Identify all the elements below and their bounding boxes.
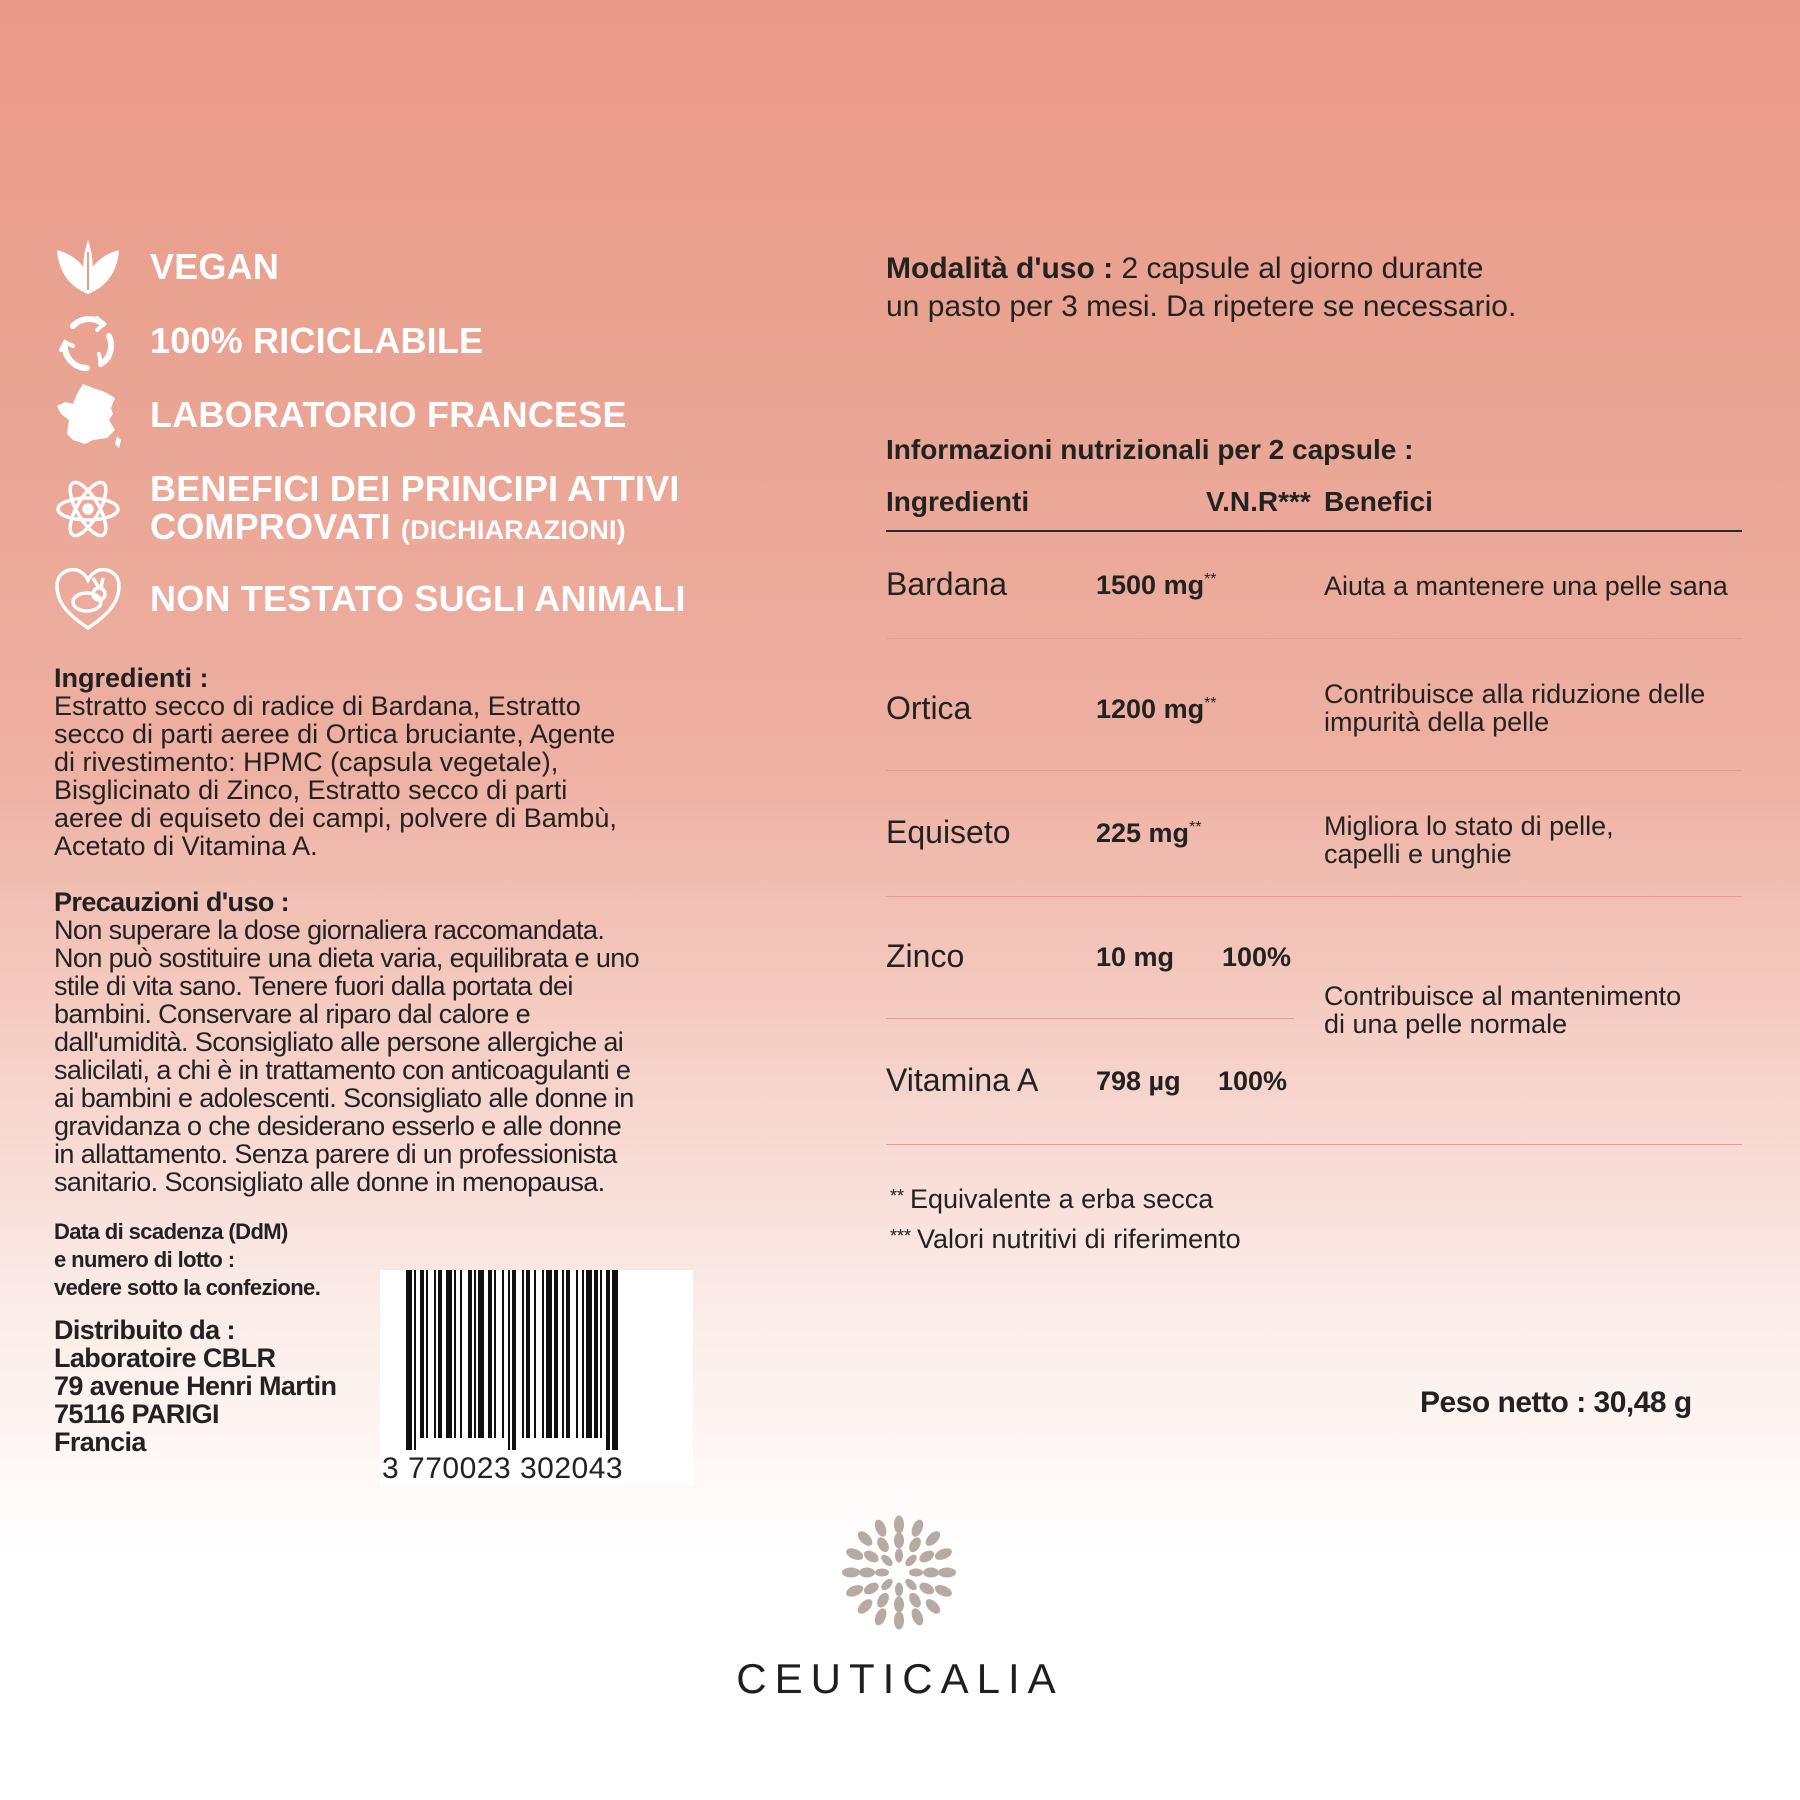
expiry-note [54, 1218, 374, 1302]
row-dose: 1500 mg** [1096, 570, 1217, 600]
ingredients-line: di rivestimento: HPMC (capsula vegetale), [54, 747, 559, 777]
logo-petal [903, 1577, 919, 1593]
barcode-bar [420, 1270, 424, 1438]
expiry-line: Data di scadenza (DdM) [54, 1219, 288, 1244]
badge-label-note: (DICHIARAZIONI) [400, 515, 626, 545]
badge-label-line1: BENEFICI DEI PRINCIPI ATTIVI [150, 468, 680, 509]
usage-text: 2 capsule al giorno durante [1113, 252, 1484, 285]
row-ingredient-equiseto: Equiseto [886, 814, 1011, 850]
barcode-bar [414, 1270, 416, 1450]
precautions-line: in allattamento. Senza parere di un professionista [54, 1139, 617, 1169]
barcode-bar [534, 1270, 536, 1438]
precautions-line: gravidanza o che desiderano esserlo e alle donne [54, 1111, 622, 1141]
footnote: *** Valori nutritivi di riferimento [890, 1224, 1241, 1254]
logo-petal [875, 1591, 892, 1610]
precautions-section [54, 888, 694, 1196]
precautions-line: salicilati, a chi è in trattamento con anticoagulanti e [54, 1055, 631, 1085]
badge-label: NON TESTATO SUGLI ANIMALI [150, 578, 686, 619]
logo-petal [873, 1518, 889, 1538]
badge-label: 100% RICICLABILE [150, 320, 484, 361]
logo-petal [844, 1583, 864, 1599]
logo-petal [844, 1546, 864, 1562]
badge-french-lab [48, 380, 627, 450]
row-divider [886, 896, 1742, 897]
column-header-benefits: Benefici [1324, 486, 1433, 517]
logo-petal [879, 1553, 895, 1569]
logo-petal [909, 1518, 925, 1538]
barcode-bar [478, 1270, 484, 1438]
precautions-line: Non può sostituire una dieta varia, equilibrata e uno [54, 943, 640, 973]
row-divider [886, 770, 1742, 771]
leaf-icon [48, 232, 128, 302]
barcode-bar [562, 1270, 564, 1438]
logo-petal [894, 1597, 904, 1613]
barcode-number: 3 770023 302043 [382, 1452, 624, 1485]
recycle-icon [48, 306, 128, 376]
badge-recyclable [48, 306, 484, 376]
logo-petal [895, 1583, 903, 1597]
badge-label [150, 470, 680, 549]
row-ingredient-vitamina-a: Vitamina A [886, 1062, 1039, 1098]
barcode-bar [468, 1270, 472, 1438]
barcode-bar [508, 1270, 510, 1450]
logo-petal [873, 1607, 889, 1627]
barcode-bar [446, 1270, 452, 1438]
precautions-heading: Precauzioni d'uso : [54, 887, 290, 917]
net-weight: Peso netto : 30,48 g [1420, 1386, 1692, 1419]
column-header-vnr: V.N.R*** [1206, 486, 1311, 517]
ingredients-line: secco di parti aeree di Ortica bruciante, Agente [54, 719, 616, 749]
logo-petal [917, 1580, 936, 1597]
distributor-line: 75116 PARIGI [54, 1399, 219, 1429]
barcode-bar [426, 1270, 428, 1438]
precautions-line: dall'umidità. Sconsigliato alle persone allergiche ai [54, 1027, 624, 1057]
column-header-ingredient: Ingredienti [886, 486, 1030, 517]
row-ingredient-zinco: Zinco [886, 938, 965, 974]
badge-label: LABORATORIO FRANCESE [150, 394, 627, 435]
usage-instructions [886, 250, 1786, 326]
ingredients-line: Bisglicinato di Zinco, Estratto secco di parti [54, 775, 568, 805]
barcode-bar [502, 1270, 504, 1438]
logo-petal [862, 1580, 881, 1597]
barcode-bar [612, 1270, 618, 1450]
atom-icon [48, 474, 128, 544]
logo-petal [879, 1577, 895, 1593]
rabbit-heart-icon [48, 564, 128, 634]
distributor-line: Laboratoire CBLR [54, 1343, 276, 1373]
barcode-bar [594, 1270, 598, 1438]
logo-petal [923, 1597, 943, 1617]
badge-label: VEGAN [150, 246, 280, 287]
row-vnr: 100% [1218, 1066, 1288, 1096]
precautions-line: stile di vita sano. Tenere fuori dalla portata dei [54, 971, 573, 1001]
logo-petal [894, 1612, 904, 1630]
row-dose: 225 mg** [1096, 818, 1202, 848]
logo-petal [923, 1568, 939, 1578]
row-ingredient-bardana: Bardana [886, 566, 1007, 602]
logo-petal [859, 1568, 875, 1578]
logo-petal [855, 1529, 875, 1549]
logo-petal [933, 1583, 953, 1599]
barcode-bar [546, 1270, 552, 1438]
row-vnr: 100% [1222, 942, 1292, 972]
nutrition-title: Informazioni nutrizionali per 2 capsule : [886, 434, 1414, 465]
ingredients-line: Acetato di Vitamina A. [54, 831, 318, 861]
barcode-bar [406, 1270, 412, 1450]
ingredients-section [54, 664, 694, 860]
row-divider [886, 638, 1742, 639]
barcode-bar [582, 1270, 584, 1438]
table-header-rule [886, 530, 1742, 532]
footnote: ** Equivalente a erba secca [890, 1184, 1214, 1214]
row-dose: 1200 mg** [1096, 694, 1217, 724]
usage-text: un pasto per 3 mesi. Da ripetere se necessario. [886, 290, 1517, 323]
precautions-line: sanitario. Sconsigliato alle donne in menopausa. [54, 1167, 605, 1197]
logo-petal [917, 1548, 936, 1565]
barcode-bar [542, 1270, 544, 1438]
barcode [380, 1270, 693, 1485]
row-dose: 10 mg [1096, 942, 1175, 972]
logo-petal [842, 1568, 860, 1578]
row-ingredient-ortica: Ortica [886, 690, 972, 726]
logo-petal [895, 1549, 903, 1563]
france-map-icon [48, 380, 128, 450]
barcode-bar [566, 1270, 570, 1438]
barcode-bar [586, 1270, 592, 1438]
distributor-block [54, 1316, 374, 1456]
logo-petal [894, 1533, 904, 1549]
barcode-bars [402, 1270, 672, 1450]
logo-petal [933, 1546, 953, 1562]
barcode-bar [576, 1270, 578, 1438]
barcode-bar [454, 1270, 456, 1438]
barcode-bar [554, 1270, 558, 1438]
distributor-line: Francia [54, 1427, 146, 1457]
badge-vegan [48, 232, 280, 302]
expiry-line: e numero di lotto : [54, 1247, 235, 1272]
row-benefit: Aiuta a mantenere una pelle sana [1324, 571, 1728, 601]
logo-petal [875, 1569, 889, 1577]
badge-cruelty-free [48, 564, 686, 634]
shared-benefit: Contribuisce al mantenimento di una pelle normale [1324, 981, 1682, 1039]
badge-proven-benefits [48, 468, 680, 547]
logo-petal [907, 1535, 924, 1554]
mandala-logo-icon [834, 1510, 964, 1635]
row-benefit: Migliora lo stato di pelle, capelli e unghie [1324, 811, 1614, 869]
logo-petal [894, 1516, 904, 1534]
precautions-line: ai bambini e adolescenti. Sconsigliato alle donne in [54, 1083, 634, 1113]
precautions-line: Non superare la dose giornaliera raccomandata. [54, 915, 605, 945]
barcode-bar [600, 1270, 602, 1438]
expiry-line: vedere sotto la confezione. [54, 1275, 321, 1300]
distributor-line: Distribuito da : [54, 1315, 235, 1345]
barcode-bar [606, 1270, 610, 1450]
barcode-bar [460, 1270, 462, 1438]
row-benefit: Contribuisce alla riduzione delle impurità della pelle [1324, 679, 1706, 737]
badge-label-line2: COMPROVATI [150, 506, 391, 547]
barcode-bar [526, 1270, 530, 1438]
ingredients-line: Estratto secco di radice di Bardana, Estratto [54, 691, 581, 721]
brand-name: CEUTICALIA [736, 1655, 1064, 1702]
barcode-bar [522, 1270, 524, 1438]
logo-petal [923, 1529, 943, 1549]
barcode-bar [474, 1270, 476, 1438]
barcode-bar [512, 1270, 516, 1450]
logo-petal [909, 1569, 923, 1577]
row-divider [886, 1018, 1294, 1019]
logo-petal [903, 1553, 919, 1569]
barcode-bar [494, 1270, 496, 1438]
logo-petal [855, 1597, 875, 1617]
precautions-line: bambini. Conservare al riparo dal calore e [54, 999, 531, 1029]
usage-label: Modalità d'uso : [886, 252, 1114, 285]
logo-petal [875, 1535, 892, 1554]
barcode-bar [488, 1270, 492, 1438]
logo-petal [862, 1548, 881, 1565]
row-dose: 798 µg [1096, 1066, 1181, 1096]
logo-petal [907, 1591, 924, 1610]
distributor-line: 79 avenue Henri Martin [54, 1371, 337, 1401]
ingredients-heading: Ingredienti : [54, 663, 209, 693]
table-bottom-rule [886, 1144, 1742, 1145]
ingredients-line: aeree di equiseto dei campi, polvere di Bambù, [54, 803, 617, 833]
barcode-bar [434, 1270, 436, 1438]
barcode-bar [438, 1270, 442, 1438]
logo-petal [909, 1607, 925, 1627]
logo-petal [938, 1568, 956, 1578]
